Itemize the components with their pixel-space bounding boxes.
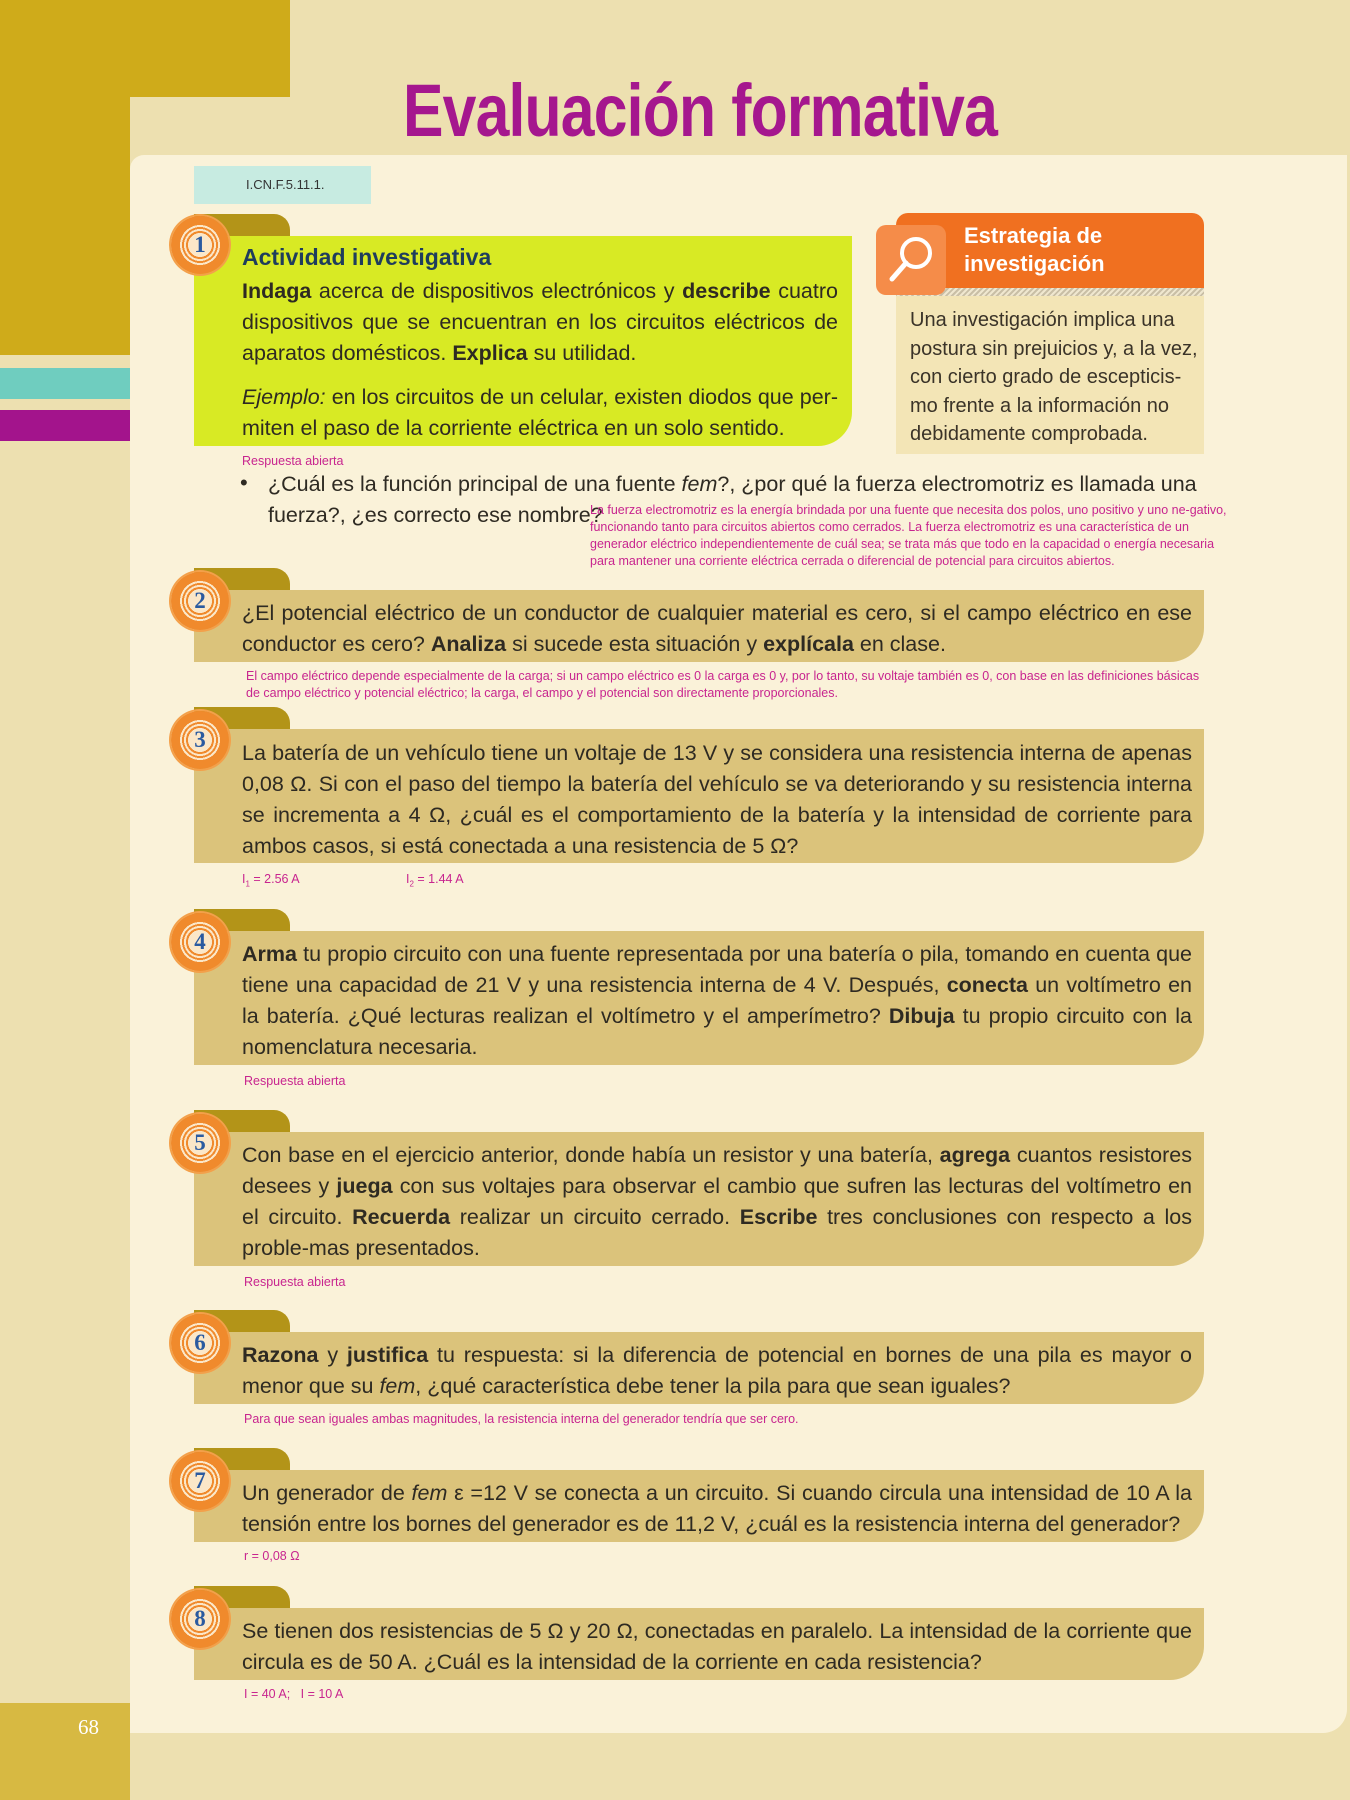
q5-number-badge: 5: [171, 1114, 229, 1172]
q3-number-badge: 3: [171, 711, 229, 769]
q4-answer: Respuesta abierta: [244, 1074, 346, 1088]
decor-teal-bar: [0, 368, 130, 399]
q8-number-badge: 8: [171, 1590, 229, 1648]
page-number: 68: [78, 1715, 99, 1739]
q1-answer: Respuesta abierta: [242, 454, 344, 468]
strategy-text: Una investigación implica una postura sin prejuicios y, a la vez, con cierto grado de escepticis-mo frente a la información no debidamente comprobada.: [910, 309, 1198, 445]
q5-answer: Respuesta abierta: [244, 1275, 346, 1289]
q6-text: Razona y justifica tu respuesta: si la diferencia de potencial en bornes de una pila es mayor o menor que su fem, ¿qué característica debe tener la pila para que sean iguales?: [242, 1343, 1192, 1398]
magnifier-icon: [876, 225, 946, 295]
q3-answer-1: $I_1 = 2.56$ A: [242, 872, 300, 889]
q1-title: Actividad investigativa: [242, 244, 492, 270]
q3-answer-2: $I_2 = 1.44$ A: [406, 872, 464, 889]
q1-number-badge: 1: [171, 216, 229, 274]
indicator-code: I.CN.F.5.11.1.: [194, 166, 371, 204]
decor-gold-top: [0, 0, 290, 97]
decor-gold-left: [0, 97, 130, 355]
q1-example: Ejemplo: en los circuitos de un celular, existen diodos que per-miten el paso de la corriente eléctrica en un solo sentido.: [242, 385, 838, 440]
q7-number-badge: 7: [171, 1452, 229, 1510]
q2-number-badge: 2: [171, 572, 229, 630]
q1-bullet-answer: La fuerza electromotriz es la energía brindada por una fuente que necesita dos polos, uno positivo y uno ne-gativo, funcionando tanto para circuitos abiertos como cerrados. La fuerza electromotriz es una característica de un generador eléctrico independientemente de cuál sea; se trata más que todo en la capacidad o energía necesaria para mantener una corriente eléctrica cerrada o diferencial de potencial para circuitos abiertos.: [590, 503, 1227, 568]
page-title: Evaluación formativa: [403, 69, 997, 152]
q7-text: Un generador de fem ε =12 V se conecta a un circuito. Si cuando circula una intensidad de 10 A la tensión entre los bornes del generador es de 11,2 V, ¿cuál es la resistencia interna del generador?: [242, 1481, 1192, 1536]
q4-text: Arma tu propio circuito con una fuente representada por una batería o pila, tomando en cuenta que tiene una capacidad de 21 V y una resistencia interna de 4 V. Después, conecta un voltímetro en la batería. ¿Qué lecturas realizan el voltímetro y el amperímetro? Dibuja tu propio circuito con la nomenclatura necesaria.: [242, 942, 1192, 1059]
strategy-title: Estrategia de investigación: [964, 223, 1105, 276]
decor-magenta-bar: [0, 410, 130, 441]
q3-text: La batería de un vehículo tiene un voltaje de 13 V y se considera una resistencia interna de apenas 0,08 Ω. Si con el paso del tiempo la batería del vehículo se va deteriorando y su resistencia interna se incrementa a 4 Ω, ¿cuál es el comportamiento de la batería y la intensidad de corriente para ambos casos, si está conectada a una resistencia de 5 Ω?: [242, 741, 1192, 858]
q1-text: Indaga acerca de dispositivos electrónicos y describe cuatro dispositivos que se encuentran en los circuitos eléctricos de aparatos domésticos. Explica su utilidad.: [242, 279, 838, 365]
decor-gold-bottom: [0, 1703, 130, 1800]
q7-answer: r = 0,08 Ω: [244, 1549, 300, 1563]
q6-answer: Para que sean iguales ambas magnitudes, la resistencia interna del generador tendría que ser cero.: [244, 1412, 799, 1426]
q5-text: Con base en el ejercicio anterior, donde había un resistor y una batería, agrega cuantos resistores desees y juega con sus voltajes para observar el cambio que sufren las lecturas del voltímetro en el circuito. Recuerda realizar un circuito cerrado. Escribe tres conclusiones con respecto a los proble-mas presentados.: [242, 1143, 1193, 1260]
q6-number-badge: 6: [171, 1314, 229, 1372]
bullet-dot: •: [240, 470, 248, 495]
q4-number-badge: 4: [171, 913, 229, 971]
q2-answer: El campo eléctrico depende especialmente de la carga; si un campo eléctrico es 0 la carga es 0 y, por lo tanto, su voltaje también es 0, con base en las definiciones básicas de campo eléctrico y potencial eléctrico; la carga, el campo y el potencial son directamente proporcionales.: [246, 669, 1200, 700]
q8-answer: I = 40 A; I = 10 A: [244, 1687, 344, 1701]
q1-bullet-question: ¿Cuál es la función principal de una fuente fem?, ¿por qué la fuerza electromotriz es llamada una fuerza?, ¿es correcto ese nombre?: [268, 472, 1197, 527]
q8-text: Se tienen dos resistencias de 5 Ω y 20 Ω, conectadas en paralelo. La intensidad de la corriente que circula es de 50 A. ¿Cuál es la intensidad de la corriente en cada resistencia?: [242, 1619, 1192, 1674]
q2-text: ¿El potencial eléctrico de un conductor de cualquier material es cero, si el campo eléctrico en ese conductor es cero? Analiza si sucede esta situación y explícala en clase.: [242, 601, 1192, 656]
